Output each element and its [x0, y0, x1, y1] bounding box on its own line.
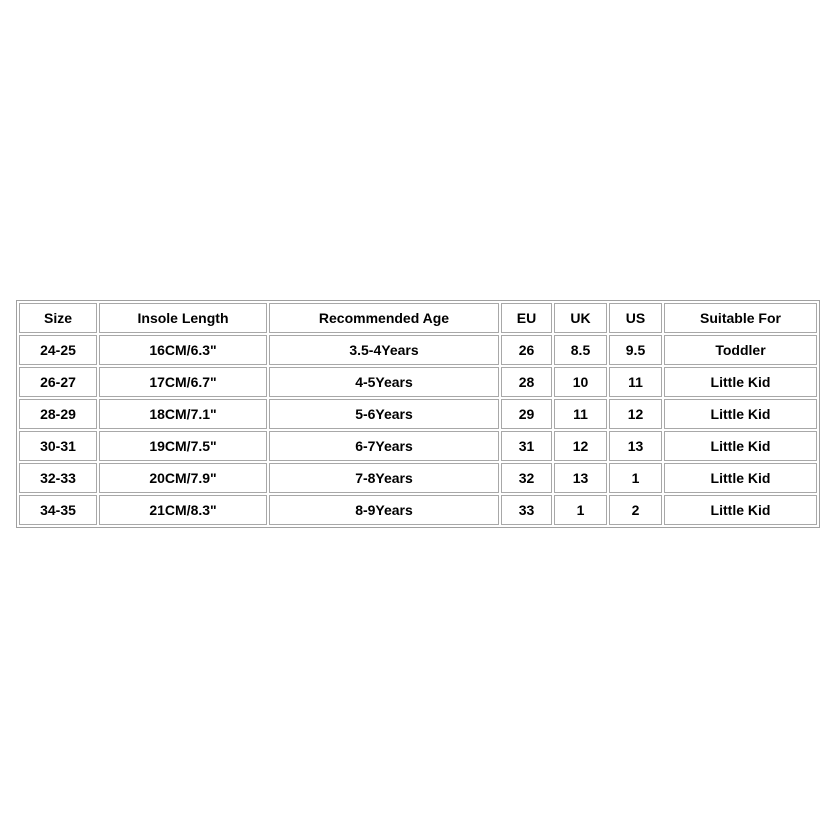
cell-eu: 29 — [501, 399, 552, 429]
cell-recommended-age: 4-5Years — [269, 367, 499, 397]
header-uk: UK — [554, 303, 607, 333]
cell-insole-length: 18CM/7.1" — [99, 399, 267, 429]
cell-us: 2 — [609, 495, 662, 525]
header-eu: EU — [501, 303, 552, 333]
header-insole-length: Insole Length — [99, 303, 267, 333]
cell-us: 12 — [609, 399, 662, 429]
cell-uk: 11 — [554, 399, 607, 429]
cell-recommended-age: 6-7Years — [269, 431, 499, 461]
header-size: Size — [19, 303, 97, 333]
header-recommended-age: Recommended Age — [269, 303, 499, 333]
cell-size: 26-27 — [19, 367, 97, 397]
cell-size: 30-31 — [19, 431, 97, 461]
cell-insole-length: 19CM/7.5" — [99, 431, 267, 461]
size-chart-table — [16, 300, 820, 528]
cell-suitable-for: Little Kid — [664, 431, 817, 461]
cell-recommended-age: 7-8Years — [269, 463, 499, 493]
cell-size: 32-33 — [19, 463, 97, 493]
cell-eu: 33 — [501, 495, 552, 525]
cell-recommended-age: 3.5-4Years — [269, 335, 499, 365]
cell-uk: 13 — [554, 463, 607, 493]
cell-uk: 1 — [554, 495, 607, 525]
cell-us: 13 — [609, 431, 662, 461]
table-row — [19, 335, 817, 365]
cell-suitable-for: Little Kid — [664, 367, 817, 397]
cell-recommended-age: 5-6Years — [269, 399, 499, 429]
table-row — [19, 463, 817, 493]
cell-size: 28-29 — [19, 399, 97, 429]
cell-insole-length: 16CM/6.3" — [99, 335, 267, 365]
cell-eu: 31 — [501, 431, 552, 461]
cell-eu: 26 — [501, 335, 552, 365]
table-row — [19, 367, 817, 397]
cell-insole-length: 20CM/7.9" — [99, 463, 267, 493]
cell-suitable-for: Little Kid — [664, 495, 817, 525]
cell-uk: 8.5 — [554, 335, 607, 365]
cell-suitable-for: Little Kid — [664, 463, 817, 493]
cell-eu: 28 — [501, 367, 552, 397]
table-row — [19, 431, 817, 461]
cell-us: 9.5 — [609, 335, 662, 365]
cell-suitable-for: Toddler — [664, 335, 817, 365]
table-row — [19, 495, 817, 525]
table-row — [19, 399, 817, 429]
cell-us: 1 — [609, 463, 662, 493]
header-us: US — [609, 303, 662, 333]
cell-eu: 32 — [501, 463, 552, 493]
cell-uk: 10 — [554, 367, 607, 397]
cell-us: 11 — [609, 367, 662, 397]
cell-uk: 12 — [554, 431, 607, 461]
cell-size: 24-25 — [19, 335, 97, 365]
cell-size: 34-35 — [19, 495, 97, 525]
cell-insole-length: 21CM/8.3" — [99, 495, 267, 525]
table-header-row — [19, 303, 817, 333]
cell-insole-length: 17CM/6.7" — [99, 367, 267, 397]
cell-suitable-for: Little Kid — [664, 399, 817, 429]
cell-recommended-age: 8-9Years — [269, 495, 499, 525]
header-suitable-for: Suitable For — [664, 303, 817, 333]
